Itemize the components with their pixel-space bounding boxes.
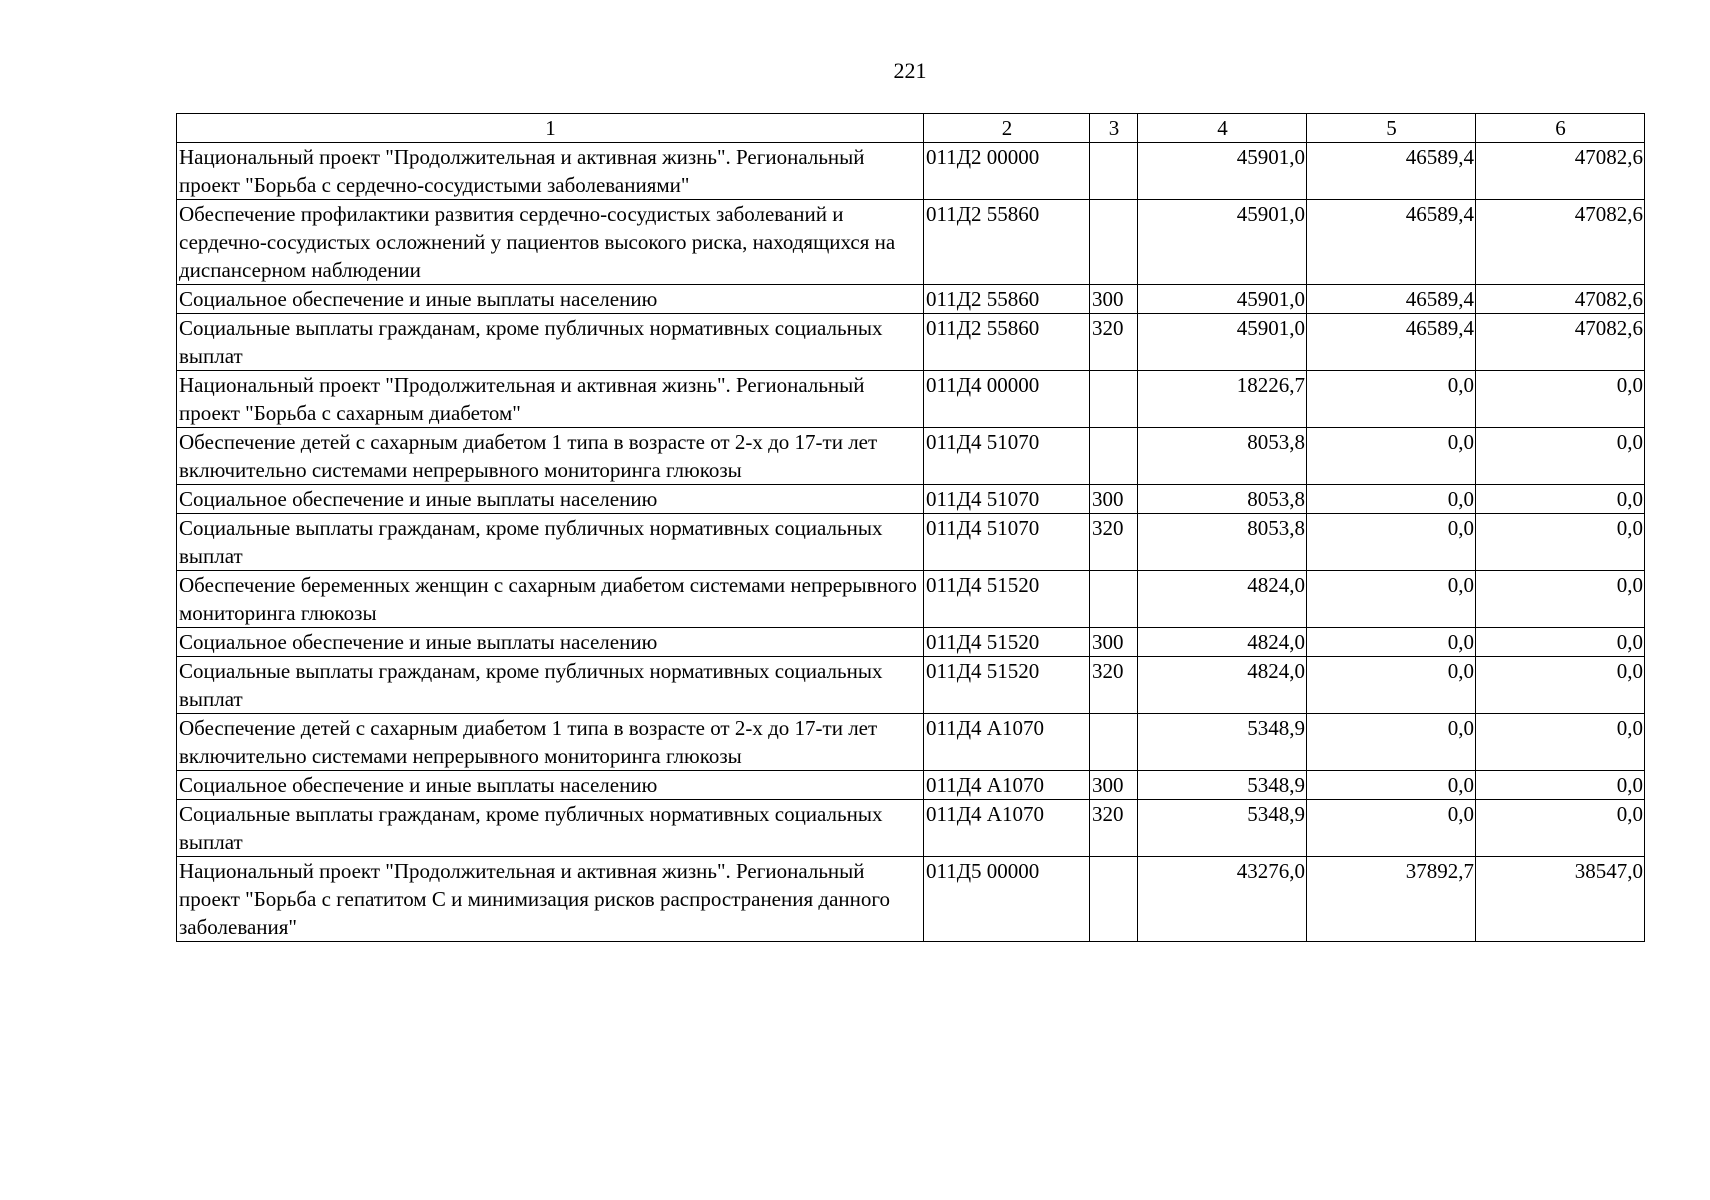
row-value-4: 8053,8 [1138,485,1307,514]
row-type [1090,857,1138,942]
row-value-4: 8053,8 [1138,514,1307,571]
row-type: 320 [1090,657,1138,714]
row-value-4: 4824,0 [1138,571,1307,628]
column-header-5: 5 [1307,114,1476,143]
row-name: Социальное обеспечение и иные выплаты населению [177,628,924,657]
table-row [177,771,1645,800]
row-value-6: 0,0 [1476,628,1645,657]
column-header-6: 6 [1476,114,1645,143]
row-value-4: 4824,0 [1138,657,1307,714]
row-value-6: 0,0 [1476,657,1645,714]
row-code: 011Д2 55860 [924,314,1090,371]
row-type [1090,143,1138,200]
row-code: 011Д4 51520 [924,628,1090,657]
row-type: 320 [1090,514,1138,571]
table-row [177,514,1645,571]
row-name: Социальное обеспечение и иные выплаты населению [177,285,924,314]
row-name: Национальный проект "Продолжительная и активная жизнь". Региональный проект "Борьба с гепатитом С и минимизация рисков распространения данного заболевания" [177,857,924,942]
row-name: Социальные выплаты гражданам, кроме публичных нормативных социальных выплат [177,314,924,371]
row-value-5: 0,0 [1307,571,1476,628]
row-code: 011Д4 А1070 [924,771,1090,800]
row-value-5: 0,0 [1307,800,1476,857]
row-value-5: 46589,4 [1307,143,1476,200]
row-value-5: 37892,7 [1307,857,1476,942]
row-type: 300 [1090,485,1138,514]
header-row [177,114,1645,143]
row-type [1090,200,1138,285]
row-value-6: 0,0 [1476,714,1645,771]
table-row [177,143,1645,200]
row-value-4: 45901,0 [1138,143,1307,200]
table-body [177,143,1645,942]
row-value-5: 0,0 [1307,428,1476,485]
table-row [177,628,1645,657]
row-name: Обеспечение профилактики развития сердечно-сосудистых заболеваний и сердечно-сосудистых осложнений у пациентов высокого риска, находящихся на диспансерном наблюдении [177,200,924,285]
row-type: 300 [1090,285,1138,314]
row-value-4: 45901,0 [1138,314,1307,371]
row-code: 011Д4 51070 [924,428,1090,485]
row-code: 011Д2 55860 [924,285,1090,314]
row-value-6: 47082,6 [1476,314,1645,371]
row-value-4: 18226,7 [1138,371,1307,428]
table-row [177,714,1645,771]
row-value-4: 45901,0 [1138,285,1307,314]
table-row [177,200,1645,285]
table-row [177,314,1645,371]
row-value-5: 46589,4 [1307,285,1476,314]
row-type: 300 [1090,628,1138,657]
row-name: Обеспечение детей с сахарным диабетом 1 типа в возрасте от 2-х до 17-ти лет включительно системами непрерывного мониторинга глюкозы [177,428,924,485]
row-name: Социальные выплаты гражданам, кроме публичных нормативных социальных выплат [177,657,924,714]
row-value-5: 0,0 [1307,371,1476,428]
row-value-5: 0,0 [1307,657,1476,714]
row-value-4: 4824,0 [1138,628,1307,657]
row-value-6: 0,0 [1476,485,1645,514]
row-name: Социальное обеспечение и иные выплаты населению [177,771,924,800]
row-name: Обеспечение детей с сахарным диабетом 1 типа в возрасте от 2-х до 17-ти лет включительно системами непрерывного мониторинга глюкозы [177,714,924,771]
row-value-6: 0,0 [1476,800,1645,857]
row-value-4: 45901,0 [1138,200,1307,285]
page-number: 221 [893,58,927,83]
row-value-6: 0,0 [1476,514,1645,571]
row-name: Социальные выплаты гражданам, кроме публичных нормативных социальных выплат [177,514,924,571]
row-code: 011Д4 А1070 [924,800,1090,857]
row-type: 300 [1090,771,1138,800]
row-name: Национальный проект "Продолжительная и активная жизнь". Региональный проект "Борьба с сахарным диабетом" [177,371,924,428]
row-value-5: 46589,4 [1307,314,1476,371]
table-row [177,657,1645,714]
row-value-6: 38547,0 [1476,857,1645,942]
row-value-6: 0,0 [1476,571,1645,628]
row-value-6: 0,0 [1476,371,1645,428]
column-header-3: 3 [1090,114,1138,143]
row-type [1090,428,1138,485]
row-value-5: 46589,4 [1307,200,1476,285]
row-value-4: 8053,8 [1138,428,1307,485]
row-code: 011Д4 51520 [924,657,1090,714]
row-type: 320 [1090,314,1138,371]
table-header [177,114,1645,143]
row-code: 011Д5 00000 [924,857,1090,942]
column-header-1: 1 [177,114,924,143]
table-row [177,428,1645,485]
row-name: Социальное обеспечение и иные выплаты населению [177,485,924,514]
row-value-4: 5348,9 [1138,800,1307,857]
row-value-4: 5348,9 [1138,771,1307,800]
row-code: 011Д4 00000 [924,371,1090,428]
row-code: 011Д2 55860 [924,200,1090,285]
table-row [177,857,1645,942]
row-value-4: 43276,0 [1138,857,1307,942]
row-value-5: 0,0 [1307,485,1476,514]
row-value-6: 0,0 [1476,428,1645,485]
row-name: Социальные выплаты гражданам, кроме публичных нормативных социальных выплат [177,800,924,857]
table-row [177,285,1645,314]
row-code: 011Д4 51070 [924,485,1090,514]
row-value-6: 47082,6 [1476,285,1645,314]
row-type [1090,571,1138,628]
row-code: 011Д4 А1070 [924,714,1090,771]
row-type [1090,371,1138,428]
row-code: 011Д4 51070 [924,514,1090,571]
row-type [1090,714,1138,771]
row-value-5: 0,0 [1307,514,1476,571]
table-row [177,371,1645,428]
row-value-6: 47082,6 [1476,200,1645,285]
row-value-5: 0,0 [1307,628,1476,657]
column-header-4: 4 [1138,114,1307,143]
row-value-5: 0,0 [1307,714,1476,771]
row-value-4: 5348,9 [1138,714,1307,771]
table-row [177,800,1645,857]
row-value-6: 0,0 [1476,771,1645,800]
budget-table [176,113,1645,942]
row-code: 011Д4 51520 [924,571,1090,628]
row-type: 320 [1090,800,1138,857]
table-row [177,485,1645,514]
row-value-6: 47082,6 [1476,143,1645,200]
row-value-5: 0,0 [1307,771,1476,800]
column-header-2: 2 [924,114,1090,143]
row-code: 011Д2 00000 [924,143,1090,200]
row-name: Национальный проект "Продолжительная и активная жизнь". Региональный проект "Борьба с сердечно-сосудистыми заболеваниями" [177,143,924,200]
table-row [177,571,1645,628]
row-name: Обеспечение беременных женщин с сахарным диабетом системами непрерывного мониторинга глюкозы [177,571,924,628]
